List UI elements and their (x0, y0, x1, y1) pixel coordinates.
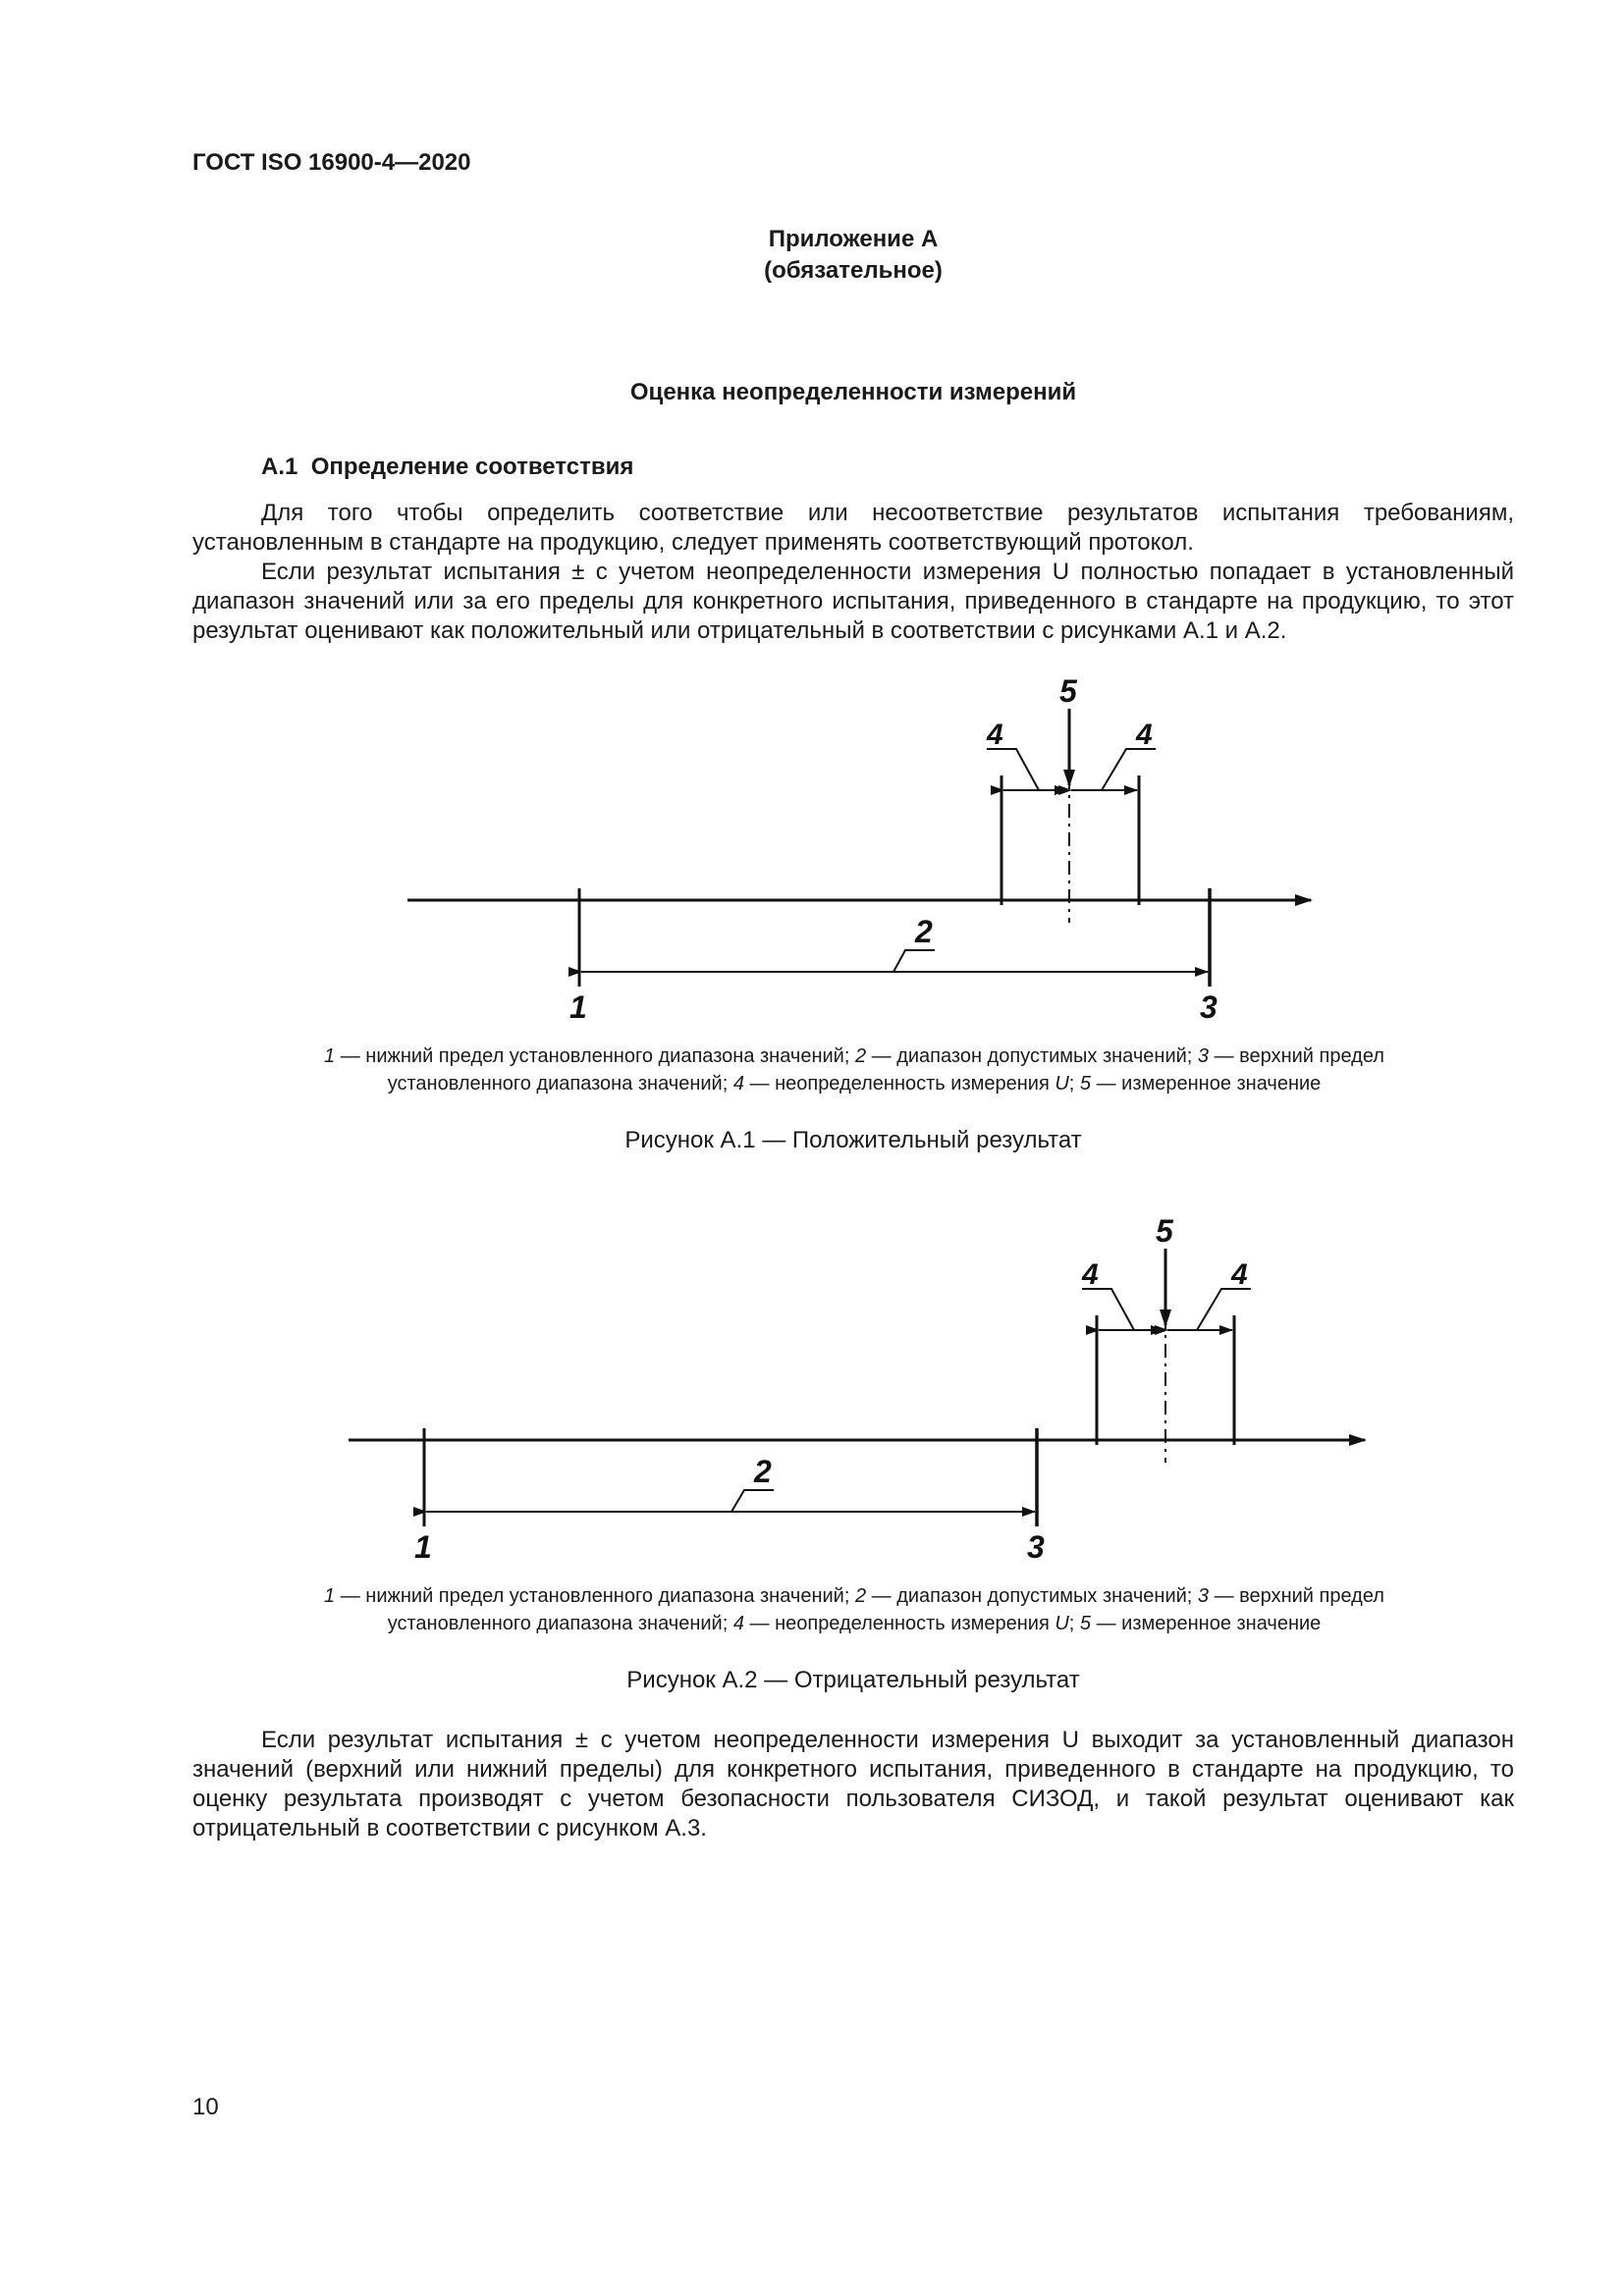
figure-a2-diagram (0, 1188, 1624, 1580)
legend-num: 1 (324, 1045, 336, 1067)
figure-a2 (0, 1188, 1624, 1580)
annex-title: Приложение А (768, 226, 939, 252)
label-3: 3 (1200, 989, 1218, 1025)
legend-text: — измеренное значение (1091, 1073, 1322, 1095)
legend-num: 3 (1197, 1045, 1210, 1067)
main-title: Оценка неопределенности измерений (629, 379, 1077, 405)
legend-num: 5 (1079, 1613, 1092, 1634)
paragraph-3-text: Если результат испытания ± с учетом неопределенности измерения U выходит за установленный диапазон значений (верхний или нижний пределы) для конкретного испытания, приведенного в стандарте на продукцию, то оценку результата производят с учетом безопасности пользователя СИЗОД, и такой результат оценивают как отрицательный в соответствии с рисунком А.3. (192, 1727, 1514, 1842)
leader-2 (731, 1490, 774, 1512)
annex-status: (обязательное) (764, 257, 943, 284)
paragraph-1 (192, 499, 1514, 558)
paragraph-3 (192, 1726, 1514, 1843)
legend-line-1 (245, 1042, 1463, 1070)
label-2: 2 (754, 1454, 772, 1489)
leader-4b (1197, 1289, 1251, 1330)
leader-2 (893, 950, 935, 972)
figure-a2-legend (245, 1582, 1463, 1637)
label-2: 2 (915, 914, 933, 949)
figure-a1-caption: Рисунок А.1 — Положительный результат (624, 1127, 1082, 1153)
label-4a: 4 (1082, 1258, 1099, 1291)
figure-a1-diagram (0, 648, 1624, 1041)
legend-text: — нижний предел установленного диапазона значений; (335, 1045, 855, 1067)
legend-line-2 (245, 1610, 1463, 1637)
document-header: ГОСТ ISO 16900-4—2020 (192, 149, 471, 176)
leader-4a (987, 749, 1039, 790)
paragraph-2-text: Если результат испытания ± с учетом неопределенности измерения U полностью попадает в установленный диапазон значений или за его пределы для конкретного испытания, приведенного в стандарте на продукцию, то этот результат оценивают как положительный или отрицательный в соответствии с рисунками А.1 и А.2. (192, 559, 1514, 644)
label-1: 1 (569, 989, 587, 1025)
legend-text: — неопределенность измерения (743, 1613, 1056, 1634)
label-1: 1 (414, 1529, 432, 1565)
legend-num: 5 (1079, 1073, 1092, 1095)
label-4b: 4 (1136, 719, 1153, 751)
legend-text: установленного диапазона значений; (387, 1613, 733, 1634)
figure-a1 (0, 648, 1624, 1041)
legend-num: 1 (324, 1585, 336, 1607)
legend-text: установленного диапазона значений; (387, 1073, 733, 1095)
label-4b: 4 (1231, 1258, 1248, 1291)
label-5: 5 (1059, 673, 1077, 709)
legend-num: 3 (1197, 1585, 1210, 1607)
legend-symbol: U (1055, 1073, 1069, 1095)
legend-text: — нижний предел установленного диапазона значений; (335, 1585, 855, 1607)
paragraph-2 (192, 558, 1514, 646)
label-5: 5 (1156, 1213, 1173, 1249)
legend-num: 4 (732, 1613, 744, 1634)
leader-4b (1102, 749, 1156, 790)
legend-text: — верхний предел (1209, 1585, 1384, 1607)
legend-text: ; (1068, 1613, 1080, 1634)
paragraph-1-text: Для того чтобы определить соответствие или несоответствие результатов испытания требованиям, установленным в стандарте на продукцию, следует применять соответствующий протокол. (192, 500, 1514, 556)
legend-line-1 (245, 1582, 1463, 1610)
label-3: 3 (1027, 1529, 1045, 1565)
legend-text: — диапазон допустимых значений; (866, 1045, 1198, 1067)
legend-text: — верхний предел (1209, 1045, 1384, 1067)
section-number: А.1 (261, 454, 298, 480)
section-heading (261, 454, 633, 481)
legend-text: ; (1068, 1073, 1080, 1095)
leader-4a (1082, 1289, 1134, 1330)
legend-line-2 (245, 1070, 1463, 1097)
page-number: 10 (192, 2094, 219, 2120)
legend-num: 2 (854, 1045, 867, 1067)
legend-num: 4 (732, 1073, 744, 1095)
legend-symbol: U (1055, 1613, 1069, 1634)
legend-text: — неопределенность измерения (743, 1073, 1056, 1095)
legend-text: — измеренное значение (1091, 1613, 1322, 1634)
label-4a: 4 (987, 719, 1003, 751)
figure-a1-legend (245, 1042, 1463, 1097)
figure-a2-caption: Рисунок А.2 — Отрицательный результат (626, 1667, 1080, 1693)
section-title: Определение соответствия (310, 454, 634, 480)
legend-text: — диапазон допустимых значений; (866, 1585, 1198, 1607)
legend-num: 2 (854, 1585, 867, 1607)
